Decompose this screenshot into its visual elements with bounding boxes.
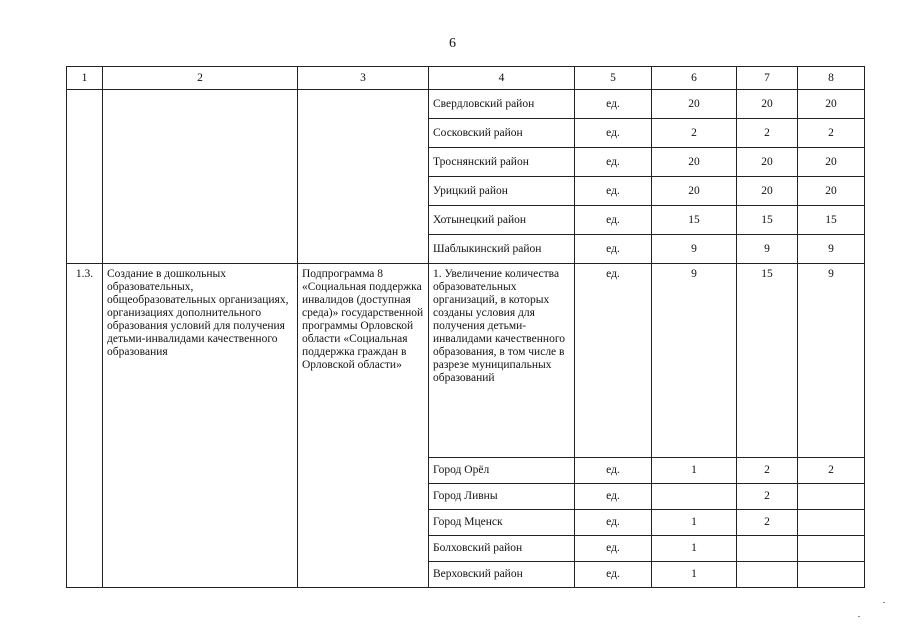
value-col6 — [652, 484, 737, 510]
value-col6: 9 — [652, 235, 737, 264]
value-col8 — [798, 484, 865, 510]
scan-speck — [858, 616, 860, 617]
unit-cell: ед. — [575, 510, 652, 536]
value-col8: 2 — [798, 119, 865, 148]
value-col7: 2 — [737, 119, 798, 148]
table-row — [67, 90, 865, 119]
value-col7 — [737, 562, 798, 588]
unit-cell: ед. — [575, 264, 652, 458]
empty-cell — [67, 90, 103, 264]
value-col6: 2 — [652, 119, 737, 148]
header-cell: 7 — [737, 67, 798, 90]
district-name: Город Мценск — [429, 510, 575, 536]
district-name: Троснянский район — [429, 148, 575, 177]
district-name: Верховский район — [429, 562, 575, 588]
value-col7: 15 — [737, 206, 798, 235]
unit-cell: ед. — [575, 458, 652, 484]
value-col6: 9 — [652, 264, 737, 458]
unit-cell: ед. — [575, 562, 652, 588]
district-name: Город Орёл — [429, 458, 575, 484]
empty-cell — [298, 90, 429, 264]
item-number: 1.3. — [67, 264, 103, 588]
value-col7: 2 — [737, 458, 798, 484]
unit-cell: ед. — [575, 148, 652, 177]
district-name: Хотынецкий район — [429, 206, 575, 235]
table-row — [67, 264, 865, 458]
measure-description: Создание в дошкольных образовательных, общеобразовательных организациях, организациях дополнительного образования условий для получения детьми-инвалидами качественного образования — [103, 264, 298, 588]
header-cell: 1 — [67, 67, 103, 90]
header-cell: 8 — [798, 67, 865, 90]
value-col7: 20 — [737, 177, 798, 206]
value-col8: 20 — [798, 177, 865, 206]
value-col8 — [798, 562, 865, 588]
header-row — [67, 67, 865, 90]
program-name: Подпрограмма 8 «Социальная поддержка инвалидов (доступная среда)» государственной программы Орловской области «Социальная поддержка граждан в Орловской области» — [298, 264, 429, 588]
value-col6: 20 — [652, 90, 737, 119]
unit-cell: ед. — [575, 90, 652, 119]
value-col7: 9 — [737, 235, 798, 264]
district-name: Город Ливны — [429, 484, 575, 510]
program-table — [66, 66, 865, 588]
unit-cell: ед. — [575, 235, 652, 264]
value-col8: 9 — [798, 264, 865, 458]
header-cell: 5 — [575, 67, 652, 90]
district-name: Урицкий район — [429, 177, 575, 206]
value-col6: 1 — [652, 536, 737, 562]
value-col8: 20 — [798, 90, 865, 119]
value-col7: 2 — [737, 484, 798, 510]
value-col8 — [798, 536, 865, 562]
header-cell: 6 — [652, 67, 737, 90]
value-col7: 20 — [737, 148, 798, 177]
value-col6: 20 — [652, 177, 737, 206]
unit-cell: ед. — [575, 119, 652, 148]
value-col8: 2 — [798, 458, 865, 484]
unit-cell: ед. — [575, 206, 652, 235]
header-cell: 3 — [298, 67, 429, 90]
value-col7 — [737, 536, 798, 562]
value-col6: 1 — [652, 458, 737, 484]
district-name: Свердловский район — [429, 90, 575, 119]
value-col8: 9 — [798, 235, 865, 264]
header-cell: 4 — [429, 67, 575, 90]
unit-cell: ед. — [575, 484, 652, 510]
district-name: Шаблыкинский район — [429, 235, 575, 264]
value-col7: 2 — [737, 510, 798, 536]
value-col7: 20 — [737, 90, 798, 119]
value-col8: 20 — [798, 148, 865, 177]
value-col7: 15 — [737, 264, 798, 458]
header-cell: 2 — [103, 67, 298, 90]
value-col6: 15 — [652, 206, 737, 235]
unit-cell: ед. — [575, 177, 652, 206]
district-name: Болховский район — [429, 536, 575, 562]
unit-cell: ед. — [575, 536, 652, 562]
scan-speck — [883, 602, 885, 603]
value-col6: 1 — [652, 562, 737, 588]
page-number: 6 — [449, 36, 456, 51]
value-col8 — [798, 510, 865, 536]
district-name: Сосковский район — [429, 119, 575, 148]
value-col8: 15 — [798, 206, 865, 235]
value-col6: 1 — [652, 510, 737, 536]
empty-cell — [103, 90, 298, 264]
value-col6: 20 — [652, 148, 737, 177]
indicator-text: 1. Увеличение количества образовательных организаций, в которых созданы условия для получения детьми-инвалидами качественного образования, в том числе в разрезе муниципальных образований — [429, 264, 575, 458]
